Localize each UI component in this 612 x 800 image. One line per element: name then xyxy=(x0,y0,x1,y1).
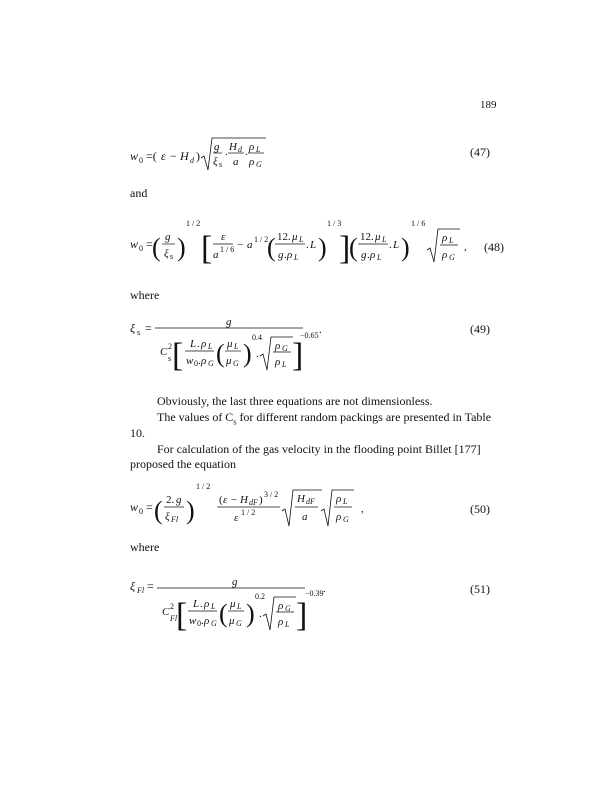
svg-text:(: ( xyxy=(219,599,228,628)
svg-text:Fl: Fl xyxy=(137,586,145,595)
svg-text:L: L xyxy=(256,145,261,154)
where-text-2: where xyxy=(130,540,160,554)
svg-text:ρ: ρ xyxy=(278,600,284,612)
svg-text:−: − xyxy=(237,239,244,251)
svg-text:ξ: ξ xyxy=(164,248,169,260)
svg-text:1 / 2: 1 / 2 xyxy=(186,219,201,228)
svg-text:.: . xyxy=(200,598,203,610)
paragraph-billet-line2: proposed the equation xyxy=(130,457,236,471)
svg-text:s: s xyxy=(170,252,174,261)
svg-text:a: a xyxy=(247,239,253,251)
svg-text:.: . xyxy=(245,146,248,158)
svg-text:−: − xyxy=(231,494,238,506)
svg-text:ε: ε xyxy=(234,512,239,524)
svg-text:(: ( xyxy=(152,233,161,262)
equation-49-number: (49) xyxy=(470,322,490,336)
svg-text:ρ: ρ xyxy=(442,249,448,261)
svg-text:): ) xyxy=(243,339,252,368)
svg-text:ρ: ρ xyxy=(249,141,255,153)
svg-text:G: G xyxy=(233,359,239,368)
svg-text:]: ] xyxy=(296,597,308,634)
svg-text:.: . xyxy=(225,146,228,158)
svg-text:1 / 2: 1 / 2 xyxy=(241,508,256,517)
svg-text:L: L xyxy=(377,253,382,262)
svg-text:0.2: 0.2 xyxy=(255,592,265,601)
svg-text:μ: μ xyxy=(229,615,235,627)
svg-text:(: ( xyxy=(349,233,358,262)
svg-text:w: w xyxy=(130,500,139,514)
svg-text:w: w xyxy=(130,149,139,163)
svg-text:L: L xyxy=(285,620,290,629)
svg-text:L: L xyxy=(299,235,304,244)
svg-text:w: w xyxy=(189,615,197,627)
svg-text:12.: 12. xyxy=(360,231,374,243)
svg-text:ρ: ρ xyxy=(249,156,255,168)
svg-text:0: 0 xyxy=(194,359,198,368)
svg-text:μ: μ xyxy=(375,231,381,243)
svg-text:.: . xyxy=(198,355,201,367)
svg-text:12.: 12. xyxy=(277,231,291,243)
page-number: 189 xyxy=(480,99,497,111)
svg-text:L: L xyxy=(382,235,387,244)
svg-text:L: L xyxy=(294,253,299,262)
svg-text:L: L xyxy=(190,338,197,350)
svg-text:2: 2 xyxy=(168,342,172,351)
svg-text:.: . xyxy=(259,608,262,620)
svg-text:0.4: 0.4 xyxy=(252,333,262,342)
svg-text:−: − xyxy=(170,149,177,163)
svg-text:L: L xyxy=(208,342,213,351)
svg-text:ρ: ρ xyxy=(287,249,293,261)
svg-text:μ: μ xyxy=(230,598,236,610)
svg-text:.: . xyxy=(367,249,370,261)
paragraph-values-subscript: s xyxy=(233,417,237,427)
svg-text:d: d xyxy=(190,156,194,165)
svg-text:.: . xyxy=(284,249,287,261)
svg-text:s: s xyxy=(137,328,141,337)
svg-text:.: . xyxy=(256,348,259,360)
svg-text:s: s xyxy=(219,160,223,169)
svg-text:G: G xyxy=(449,253,455,262)
svg-text:dF: dF xyxy=(249,498,258,507)
where-text-1: where xyxy=(130,288,160,302)
svg-text:ρ: ρ xyxy=(278,616,284,628)
svg-text:(: ( xyxy=(267,233,276,262)
svg-text:ξ: ξ xyxy=(213,156,218,168)
svg-text:a: a xyxy=(302,511,308,523)
svg-text:1 / 6: 1 / 6 xyxy=(220,245,235,254)
svg-text:.: . xyxy=(197,338,200,350)
svg-text:G: G xyxy=(208,359,214,368)
svg-text:ξ: ξ xyxy=(130,321,136,335)
svg-text:L: L xyxy=(237,602,242,611)
svg-text:(: ( xyxy=(154,496,163,525)
svg-text:L: L xyxy=(393,239,400,251)
svg-text:H: H xyxy=(240,494,248,506)
svg-text:ρ: ρ xyxy=(201,355,207,367)
svg-text:g: g xyxy=(226,316,232,328)
svg-text:G: G xyxy=(285,604,291,613)
svg-text:g: g xyxy=(278,249,284,261)
svg-text:G: G xyxy=(236,619,242,628)
svg-text:L: L xyxy=(282,360,287,369)
svg-text:g: g xyxy=(165,231,171,243)
paragraph-values-line2: 10. xyxy=(130,426,145,440)
svg-text:μ: μ xyxy=(227,338,233,350)
svg-text:.: . xyxy=(323,583,326,595)
svg-text:L: L xyxy=(449,236,454,245)
svg-text:−0.65: −0.65 xyxy=(300,331,319,340)
svg-text:μ: μ xyxy=(292,231,298,243)
svg-text:ε: ε xyxy=(221,231,226,243)
svg-text:H: H xyxy=(297,493,305,505)
svg-text:.: . xyxy=(389,239,392,251)
svg-text:−0.39: −0.39 xyxy=(305,589,324,598)
svg-text:g: g xyxy=(361,249,367,261)
svg-text:,: , xyxy=(464,241,467,253)
svg-text:]: ] xyxy=(339,230,351,267)
svg-text:G: G xyxy=(256,160,262,169)
svg-text:): ) xyxy=(318,233,327,262)
svg-text:[: [ xyxy=(176,597,188,634)
svg-text:1 / 6: 1 / 6 xyxy=(411,219,426,228)
svg-text:ρ: ρ xyxy=(275,340,281,352)
svg-text:2: 2 xyxy=(170,602,174,611)
svg-text:=: = xyxy=(147,579,154,593)
svg-text:ξ: ξ xyxy=(130,579,136,593)
svg-text:ρ: ρ xyxy=(204,598,210,610)
svg-text:ε: ε xyxy=(161,149,166,163)
svg-text:0: 0 xyxy=(139,156,143,165)
svg-text:=: = xyxy=(145,321,152,335)
svg-text:L: L xyxy=(234,342,239,351)
svg-text:(: ( xyxy=(216,339,225,368)
svg-text:=: = xyxy=(146,237,153,251)
svg-text:L: L xyxy=(193,598,200,610)
svg-text:3 / 2: 3 / 2 xyxy=(264,490,279,499)
paragraph-values-end: for different random packings are presented in Table xyxy=(236,410,492,424)
svg-text:.: . xyxy=(306,239,309,251)
svg-text:H: H xyxy=(229,141,237,153)
svg-text:H: H xyxy=(180,149,189,163)
svg-text:ε: ε xyxy=(223,494,228,506)
svg-text:ρ: ρ xyxy=(204,615,210,627)
svg-text:1 / 2: 1 / 2 xyxy=(254,235,269,244)
svg-text:): ) xyxy=(196,149,200,163)
svg-text:g: g xyxy=(232,576,238,588)
and-text: and xyxy=(130,186,148,200)
svg-text:d: d xyxy=(238,145,242,154)
svg-text:=: = xyxy=(146,500,153,514)
svg-text:L: L xyxy=(310,239,317,251)
paragraph-values-start: The values of C xyxy=(157,410,234,424)
svg-text:G: G xyxy=(211,619,217,628)
paragraph-obviously: Obviously, the last three equations are not dimensionless. xyxy=(157,394,433,408)
svg-text:Fl: Fl xyxy=(170,614,178,623)
svg-text:ρ: ρ xyxy=(336,493,342,505)
svg-text:]: ] xyxy=(292,337,304,374)
svg-text:ρ: ρ xyxy=(336,511,342,523)
svg-text:): ) xyxy=(401,233,410,262)
svg-text:.: . xyxy=(319,324,322,336)
svg-text:1 / 2: 1 / 2 xyxy=(196,482,211,491)
svg-text:μ: μ xyxy=(226,355,232,367)
svg-text:0: 0 xyxy=(139,244,143,253)
svg-text:w: w xyxy=(186,355,194,367)
svg-text:[: [ xyxy=(172,337,184,374)
svg-text:L: L xyxy=(211,602,216,611)
svg-text:): ) xyxy=(177,233,186,262)
svg-text:(: ( xyxy=(219,494,223,506)
svg-text:L: L xyxy=(343,497,348,506)
svg-text:=(: =( xyxy=(146,149,157,163)
equation-51-number: (51) xyxy=(470,582,490,596)
svg-text:0: 0 xyxy=(197,619,201,628)
svg-text:C: C xyxy=(162,606,170,618)
svg-text:2.: 2. xyxy=(166,494,175,506)
svg-text:G: G xyxy=(343,515,349,524)
svg-text:ρ: ρ xyxy=(201,338,207,350)
svg-text:ρ: ρ xyxy=(370,249,376,261)
equation-50-number: (50) xyxy=(470,502,490,516)
svg-text:ρ: ρ xyxy=(275,356,281,368)
svg-text:g: g xyxy=(214,141,220,153)
svg-text:G: G xyxy=(282,344,288,353)
svg-text:C: C xyxy=(160,346,168,358)
svg-text:1 / 3: 1 / 3 xyxy=(327,219,342,228)
svg-text:s: s xyxy=(168,354,172,363)
svg-text:dF: dF xyxy=(306,497,315,506)
equation-48-number: (48) xyxy=(484,240,504,254)
svg-text:w: w xyxy=(130,237,139,251)
svg-text:g: g xyxy=(176,494,182,506)
svg-text:ξ: ξ xyxy=(165,511,170,523)
paragraph-billet-line1: For calculation of the gas velocity in the flooding point Billet [177] xyxy=(157,442,481,456)
svg-text:,: , xyxy=(361,503,364,515)
svg-text:0: 0 xyxy=(139,507,143,516)
svg-text:Fl: Fl xyxy=(171,515,179,524)
svg-text:a: a xyxy=(213,249,219,261)
svg-text:.: . xyxy=(201,615,204,627)
svg-text:): ) xyxy=(186,496,195,525)
svg-text:ρ: ρ xyxy=(442,232,448,244)
svg-text:): ) xyxy=(259,494,263,506)
svg-text:a: a xyxy=(233,156,239,168)
svg-text:): ) xyxy=(246,599,255,628)
equation-47-number: (47) xyxy=(470,145,490,159)
svg-text:[: [ xyxy=(201,230,213,267)
